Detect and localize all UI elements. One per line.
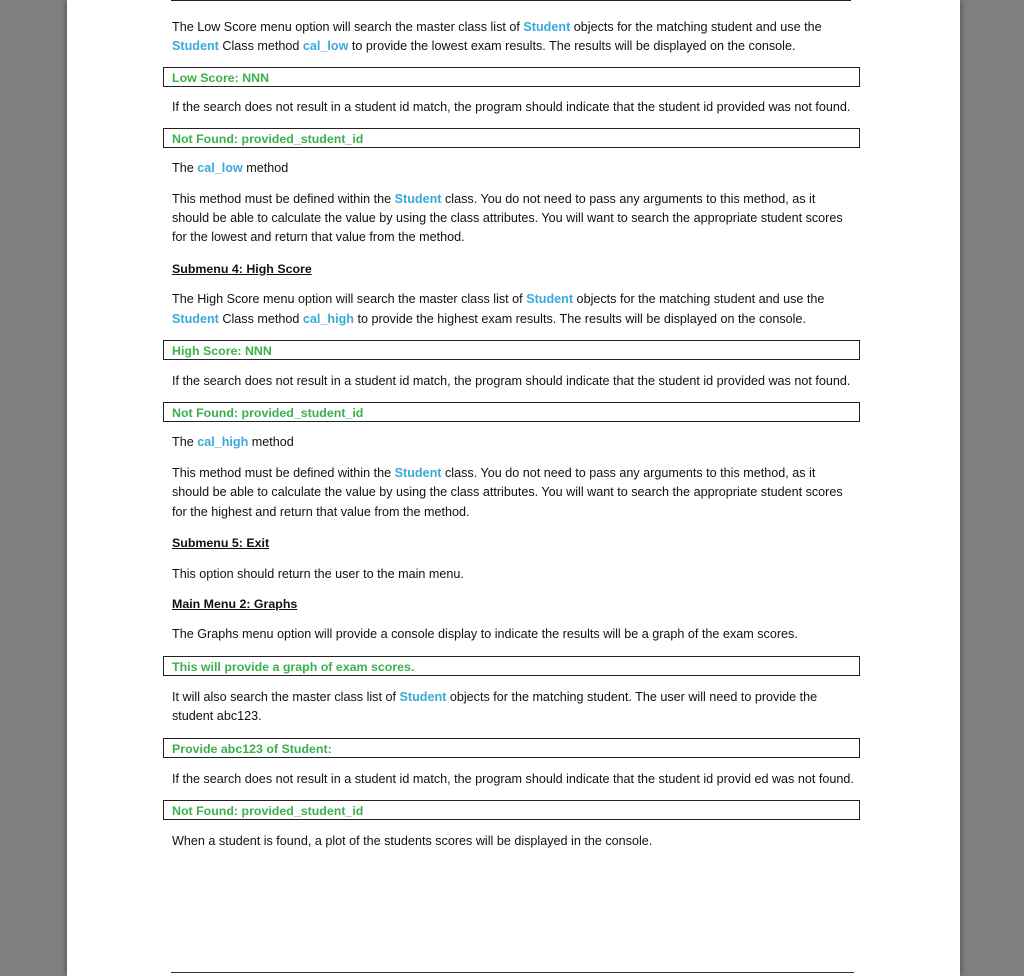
document-page (67, 0, 960, 976)
paragraph-exit: This option should return the user to the main menu. (172, 566, 464, 581)
paragraph-high-score: The High Score menu option will search the master class list of Student objects for the matching student and use the Student Class method cal_high to provide the highest exam results. The results will be displayed on the console. (172, 292, 825, 326)
bottom-rule (171, 972, 854, 973)
console-box-not-found-3: Not Found: provided_student_id (163, 800, 860, 820)
code-cal-high: cal_high (197, 435, 249, 450)
paragraph-plot: When a student is found, a plot of the students scores will be displayed in the console. (172, 833, 653, 848)
paragraph-graphs: The Graphs menu option will provide a console display to indicate the results will be a graph of the exam scores. (172, 627, 798, 642)
paragraph-cal-low-desc: This method must be defined within the Student class. You do not need to pass any arguments to this method, as it should be able to calculate the value by using the class attributes. You will want to search the appropriate student scores for the lowest and return that value from the method. (172, 191, 843, 245)
console-box-not-found-1: Not Found: provided_student_id (163, 128, 860, 148)
code-student: Student (394, 191, 442, 206)
code-cal-low: cal_low (302, 39, 349, 54)
heading-submenu-5: Submenu 5: Exit (172, 536, 270, 551)
paragraph-cal-high-method: The cal_high method (172, 435, 294, 450)
top-rule (171, 0, 851, 1)
paragraph-low-score: The Low Score menu option will search the master class list of Student objects for the matching student and use the Student Class method cal_low to provide the lowest exam results. The results will be displayed on the console. (172, 20, 822, 54)
heading-submenu-4: Submenu 4: High Score (172, 261, 312, 276)
console-box-low-score: Low Score: NNN (163, 67, 860, 87)
code-cal-high: cal_high (302, 311, 354, 326)
heading-main-menu-2: Main Menu 2: Graphs (172, 596, 298, 611)
page-content (172, 18, 854, 851)
code-student: Student (172, 39, 219, 54)
code-student: Student (526, 292, 574, 307)
console-box-graph: This will provide a graph of exam scores. (163, 656, 860, 676)
code-cal-low: cal_low (197, 161, 243, 176)
paragraph-not-found-1: If the search does not result in a student id match, the program should indicate that the student id provided was not found. (172, 99, 851, 114)
paragraph-cal-high-desc: This method must be defined within the Student class. You do not need to pass any arguments to this method, as it should be able to calculate the value by using the class attributes. You will want to search the appropriate student scores for the highest and return that value from the method. (172, 465, 843, 519)
console-box-provide-id: Provide abc123 of Student: (163, 738, 860, 758)
paragraph-not-found-2: If the search does not result in a student id match, the program should indicate that the student id provided was not found. (172, 374, 851, 389)
console-box-high-score: High Score: NNN (163, 340, 860, 360)
code-student: Student (172, 311, 219, 326)
paragraph-cal-low-method: The cal_low method (172, 161, 289, 176)
console-box-not-found-2: Not Found: provided_student_id (163, 402, 860, 422)
code-student: Student (394, 465, 442, 480)
code-student: Student (523, 20, 571, 34)
code-student: Student (399, 689, 447, 704)
paragraph-search: It will also search the master class list of Student objects for the matching student. The user will need to provide the student abc123. (172, 689, 818, 724)
paragraph-not-found-3: If the search does not result in a student id match, the program should indicate that the student id provid ed was not found. (172, 771, 854, 786)
